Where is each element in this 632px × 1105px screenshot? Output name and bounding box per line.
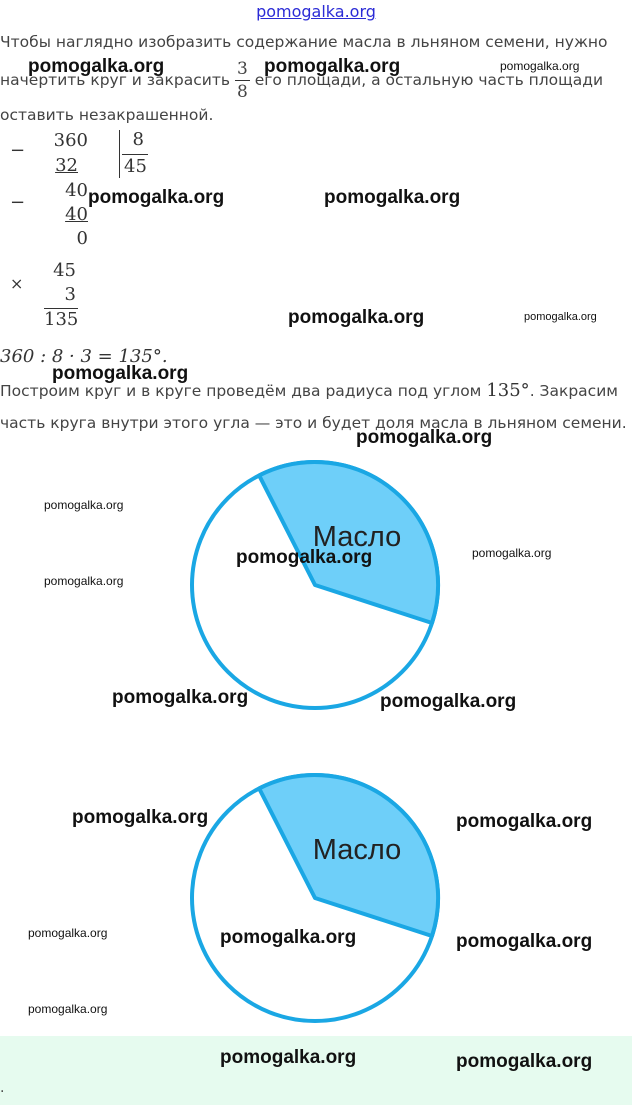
watermark: pomogalka.org: [28, 56, 165, 77]
watermark: pomogalka.org: [456, 811, 593, 832]
fraction-numerator: 3: [236, 59, 248, 79]
watermark: pomogalka.org: [456, 1051, 593, 1072]
division-remainder-1: 40: [65, 180, 88, 201]
watermark: pomogalka.org: [288, 307, 425, 328]
fraction-denominator: 8: [236, 82, 248, 102]
division-subtrahend-2: 40: [65, 204, 88, 225]
paragraph2-angle: 135°: [486, 380, 530, 401]
watermark: pomogalka.org: [380, 691, 517, 712]
division-dividend: 360: [53, 130, 88, 151]
paragraph2-line1-after: . Закрасим: [529, 382, 618, 400]
pie-2-label: Масло: [312, 834, 402, 866]
paragraph1-line2-before: начертить круг и закрасить: [0, 71, 231, 89]
pie-1-label: Масло: [312, 521, 402, 553]
multiplication-factor-a: 45: [53, 260, 76, 281]
division-divisor: 8: [132, 129, 144, 150]
multiplication-result: 135: [44, 309, 79, 330]
paragraph2-line2: часть круга внутри этого угла — это и будет доля масла в льняном семени.: [0, 414, 627, 432]
watermark: pomogalka.org: [220, 927, 357, 948]
division-minus-1: −: [10, 140, 26, 161]
watermark: pomogalka.org: [44, 498, 124, 512]
equation: 360 : 8 · 3 = 135°.: [0, 346, 168, 367]
division-quotient: 45: [124, 156, 147, 177]
watermark: pomogalka.org: [28, 1002, 108, 1016]
watermark: pomogalka.org: [356, 427, 493, 448]
watermark: pomogalka.org: [236, 547, 373, 568]
division-minus-2: −: [10, 192, 26, 213]
multiplication-factor-b: 3: [64, 284, 76, 305]
paragraph1-line1: Чтобы наглядно изобразить содержание масла в льняном семени, нужно: [0, 33, 608, 51]
watermark: pomogalka.org: [264, 56, 401, 77]
pie-2: [192, 775, 438, 1021]
watermark: pomogalka.org: [52, 363, 189, 384]
pie-1: [192, 462, 438, 708]
division-remainder-2: 0: [76, 228, 88, 249]
division-subtrahend-1: 32: [55, 155, 78, 176]
watermark: pomogalka.org: [524, 311, 597, 323]
paragraph1-line3: оставить незакрашенной.: [0, 106, 214, 124]
paragraph2-line1-before: Построим круг и в круге проведём два радиуса под углом: [0, 382, 482, 400]
watermark: pomogalka.org: [220, 1047, 357, 1068]
watermark: pomogalka.org: [324, 187, 461, 208]
watermark: pomogalka.org: [456, 931, 593, 952]
watermark: pomogalka.org: [72, 807, 209, 828]
watermark: pomogalka.org: [472, 546, 552, 560]
bottom-band-dot: .: [0, 1080, 5, 1096]
site-link[interactable]: pomogalka.org: [256, 2, 376, 21]
multiplication-sign: ×: [10, 274, 24, 293]
watermark: pomogalka.org: [112, 687, 249, 708]
watermark: pomogalka.org: [88, 187, 225, 208]
paragraph1-line2-after: его площади, а остальную часть площади: [254, 71, 604, 89]
watermark: pomogalka.org: [44, 574, 124, 588]
watermark: pomogalka.org: [28, 926, 108, 940]
watermark: pomogalka.org: [500, 59, 580, 73]
